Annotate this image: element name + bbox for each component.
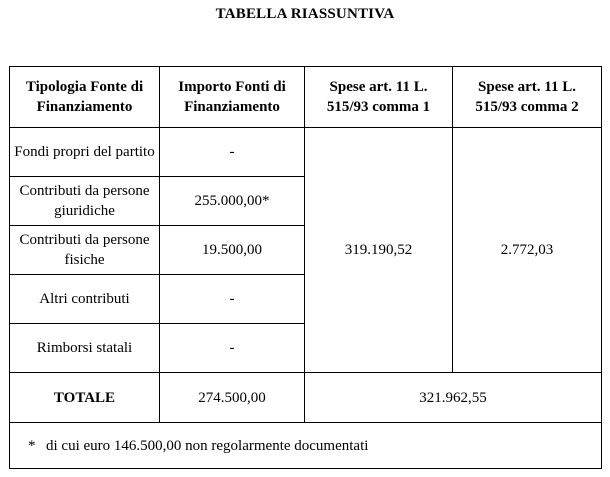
- row-label: Altri contributi: [10, 275, 160, 324]
- header-importo: Importo Fonti di Finanziamento: [160, 67, 305, 128]
- total-importo: 274.500,00: [160, 373, 305, 423]
- total-spese: 321.962,55: [305, 373, 602, 423]
- total-label: TOTALE: [10, 373, 160, 423]
- row-amount: -: [160, 324, 305, 373]
- spese-comma1-value: 319.190,52: [305, 128, 453, 373]
- table-row: [10, 128, 602, 177]
- spese-comma2-value: 2.772,03: [453, 128, 602, 373]
- footnote: [10, 423, 602, 469]
- header-spese-comma1: Spese art. 11 L. 515/93 comma 1: [305, 67, 453, 128]
- header-spese-comma2: Spese art. 11 L. 515/93 comma 2: [453, 67, 602, 128]
- row-label: Fondi propri del partito: [10, 128, 160, 177]
- footnote-marker: *: [28, 437, 36, 454]
- row-label: Rimborsi statali: [10, 324, 160, 373]
- row-amount: -: [160, 128, 305, 177]
- note-row: [10, 423, 602, 469]
- header-row: [10, 67, 602, 128]
- row-label: Contributi da persone giuridiche: [10, 177, 160, 226]
- row-amount: 19.500,00: [160, 226, 305, 275]
- row-label: Contributi da persone fisiche: [10, 226, 160, 275]
- header-tipologia: Tipologia Fonte di Finanziamento: [10, 67, 160, 128]
- page-title: TABELLA RIASSUNTIVA: [215, 6, 395, 22]
- summary-table: [9, 66, 602, 469]
- row-amount: -: [160, 275, 305, 324]
- row-amount: 255.000,00*: [160, 177, 305, 226]
- footnote-text: di cui euro 146.500,00 non regolarmente documentati: [46, 437, 369, 454]
- total-row: [10, 373, 602, 423]
